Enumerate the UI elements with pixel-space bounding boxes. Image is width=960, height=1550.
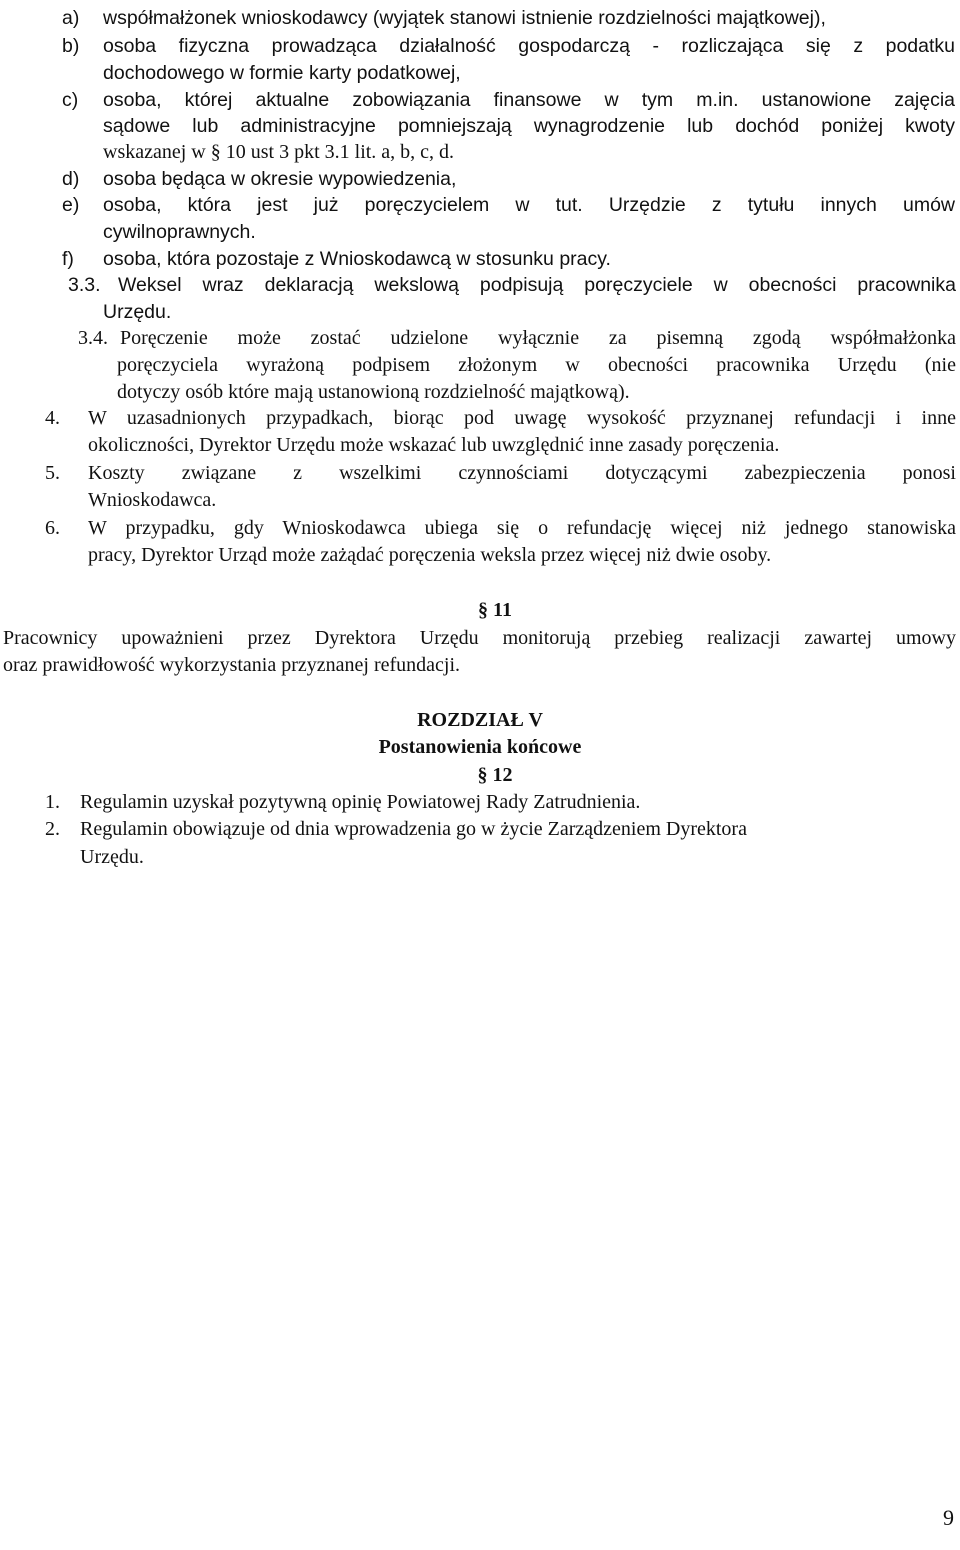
section-12-heading: § 12 xyxy=(477,764,513,786)
point-4-line2: okoliczności, Dyrektor Urzędu może wskazać lub uwzględnić inne zasady poręczenia. xyxy=(88,434,780,456)
sub-point-label-3-3: 3.3. xyxy=(68,274,101,296)
list-label-b: b) xyxy=(62,35,80,57)
chapter-subtitle: Postanowienia końcowe xyxy=(378,736,582,758)
point-5-line2: Wnioskodawca. xyxy=(88,489,217,511)
list-label-e: e) xyxy=(62,194,80,216)
list-item-c-line2: sądowe lub administracyjne pomniejszają wynagrodzenie lub dochód poniżej kwoty xyxy=(103,115,955,137)
point-4-line1: W uzasadnionych przypadkach, biorąc pod uwagę wysokość przyznanej refundacji i inne xyxy=(88,407,956,429)
list-item-c-line3: wskazanej w § 10 ust 3 pkt 3.1 lit. a, b, c, d. xyxy=(103,141,455,163)
sub-point-3-3-line1: Weksel wraz deklaracją wekslową podpisują poręczyciele w obecności pracownika xyxy=(118,274,956,296)
chapter-title: ROZDZIAŁ V xyxy=(417,709,543,731)
section-11-line2: oraz prawidłowość wykorzystania przyznanej refundacji. xyxy=(3,654,461,676)
list-label-c: c) xyxy=(62,89,79,111)
section-11-line1: Pracownicy upoważnieni przez Dyrektora Urzędu monitorują przebieg realizacji zawartej umowy xyxy=(3,627,956,649)
list-label-d: d) xyxy=(62,168,80,190)
list-item-b-line1: osoba fizyczna prowadząca działalność gospodarczą - rozliczająca się z podatku xyxy=(103,35,955,57)
point-6-line1: W przypadku, gdy Wnioskodawca ubiega się o refundację więcej niż jednego stanowiska xyxy=(88,517,956,539)
list-item-a: współmałżonek wnioskodawcy (wyjątek stanowi istnienie rozdzielności majątkowej), xyxy=(103,7,826,29)
sub-point-3-4-line2: poręczyciela wyrażoną podpisem złożonym w obecności pracownika Urzędu (nie xyxy=(117,354,956,376)
sub-point-3-3-line2: Urzędu. xyxy=(103,301,172,323)
sub-point-label-3-4: 3.4. xyxy=(78,327,108,349)
list-item-e-line1: osoba, która jest już poręczycielem w tut. Urzędzie z tytułu innych umów xyxy=(103,194,955,216)
section-11-heading: § 11 xyxy=(478,599,512,621)
list-item-d: osoba będąca w okresie wypowiedzenia, xyxy=(103,168,457,190)
list-label-a: a) xyxy=(62,7,80,29)
sub-point-3-4-line3: dotyczy osób które mają ustanowioną rozdzielność majątkową). xyxy=(117,381,630,403)
point-label-6: 6. xyxy=(45,517,60,539)
list-item-c-line1: osoba, której aktualne zobowiązania finansowe w tym m.in. ustanowione zajęcia xyxy=(103,89,955,111)
page-number: 9 xyxy=(943,1505,954,1530)
point-6-line2: pracy, Dyrektor Urząd może zażądać poręczenia weksla przez więcej niż dwie osoby. xyxy=(88,544,772,566)
list-item-e-line2: cywilnoprawnych. xyxy=(103,221,256,243)
point-label-4: 4. xyxy=(45,407,60,429)
final-point-label-1: 1. xyxy=(45,791,60,813)
point-5-line1: Koszty związane z wszelkimi czynnościami dotyczącymi zabezpieczenia ponosi xyxy=(88,462,956,484)
final-point-2-line2: Urzędu. xyxy=(80,846,144,868)
list-item-f: osoba, która pozostaje z Wnioskodawcą w stosunku pracy. xyxy=(103,248,611,270)
sub-point-3-4-line1: Poręczenie może zostać udzielone wyłącznie za pisemną zgodą współmałżonka xyxy=(120,327,956,349)
point-label-5: 5. xyxy=(45,462,60,484)
final-point-1: Regulamin uzyskał pozytywną opinię Powiatowej Rady Zatrudnienia. xyxy=(80,791,641,813)
final-point-label-2: 2. xyxy=(45,818,60,840)
list-item-b-line2: dochodowego w formie karty podatkowej, xyxy=(103,62,461,84)
final-point-2-line1: Regulamin obowiązuje od dnia wprowadzenia go w życie Zarządzeniem Dyrektora xyxy=(80,818,747,840)
list-label-f: f) xyxy=(62,248,74,270)
